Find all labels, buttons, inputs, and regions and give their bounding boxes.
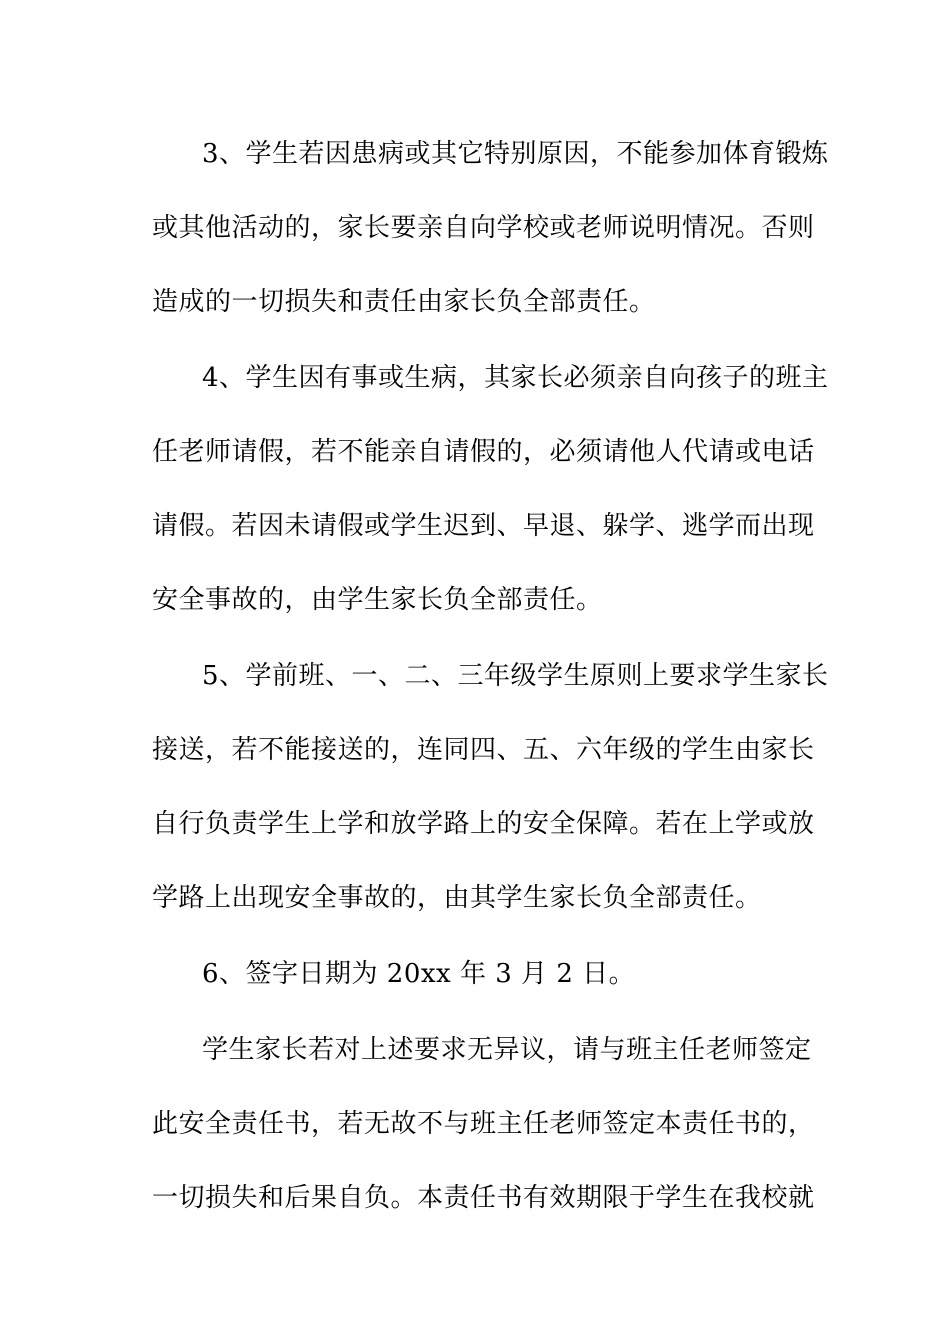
paragraph-5-line-3: 自行负责学生上学和放学路上的安全保障。若在上学或放 — [152, 809, 815, 839]
closing-paragraph-line-3: 一切损失和后果自负。本责任书有效期限于学生在我校就 — [152, 1183, 815, 1213]
paragraph-5-line-2: 接送，若不能接送的，连同四、五、六年级的学生由家长 — [152, 735, 815, 765]
closing-paragraph-line-1: 学生家长若对上述要求无异议，请与班主任老师签定 — [202, 1035, 812, 1065]
closing-paragraph-line-2: 此安全责任书，若无故不与班主任老师签定本责任书的， — [152, 1109, 815, 1139]
paragraph-6-line-1: 6、签字日期为 20xx 年 3 月 2 日。 — [202, 959, 636, 989]
paragraph-3-line-2: 或其他活动的，家长要亲自向学校或老师说明情况。否则 — [152, 213, 815, 243]
paragraph-4-line-1: 4、学生因有事或生病，其家长必须亲自向孩子的班主 — [202, 363, 829, 393]
paragraph-4-line-3: 请假。若因未请假或学生迟到、早退、躲学、逃学而出现 — [152, 511, 815, 541]
paragraph-4-line-4: 安全事故的，由学生家长负全部责任。 — [152, 585, 603, 615]
paragraph-5-line-4: 学路上出现安全事故的，由其学生家长负全部责任。 — [152, 883, 762, 913]
paragraph-3-line-3: 造成的一切损失和责任由家长负全部责任。 — [152, 287, 656, 317]
paragraph-4-line-2: 任老师请假，若不能亲自请假的，必须请他人代请或电话 — [152, 437, 815, 467]
paragraph-5-line-1: 5、学前班、一、二、三年级学生原则上要求学生家长 — [202, 661, 829, 691]
paragraph-3-line-1: 3、学生若因患病或其它特别原因，不能参加体育锻炼 — [202, 139, 829, 169]
